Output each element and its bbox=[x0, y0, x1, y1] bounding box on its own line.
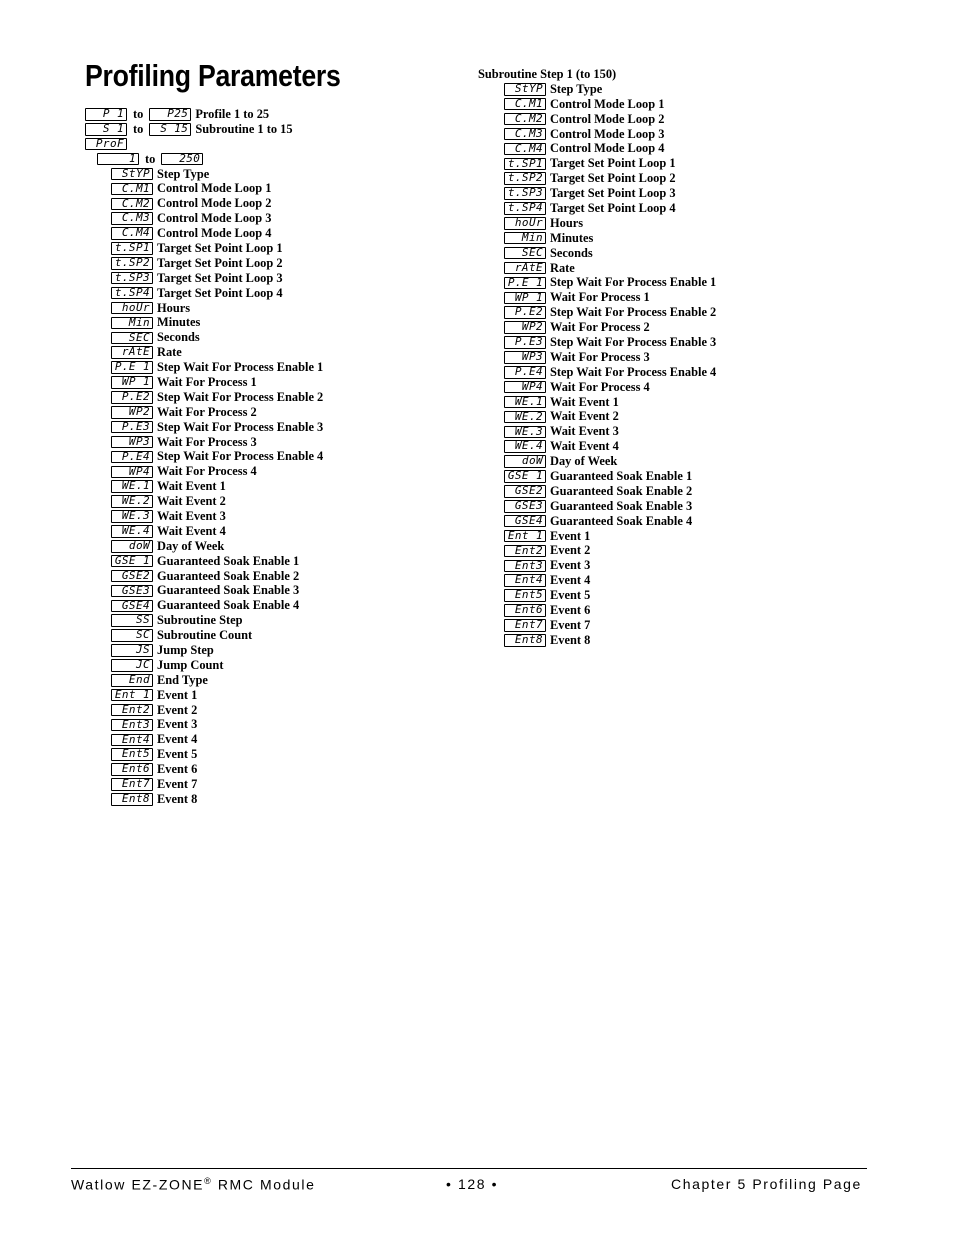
param-row bbox=[478, 82, 716, 97]
param-row bbox=[478, 127, 716, 142]
param-label: Wait For Process 4 bbox=[157, 464, 257, 479]
param-row bbox=[85, 301, 323, 316]
lcd-code: StYP bbox=[111, 168, 153, 181]
param-row bbox=[478, 141, 716, 156]
param-label: Guaranteed Soak Enable 4 bbox=[550, 513, 693, 528]
subroutine-range-row bbox=[85, 122, 323, 137]
param-label: Event 5 bbox=[157, 747, 198, 762]
lcd-code: hoUr bbox=[504, 217, 546, 230]
param-row bbox=[85, 449, 323, 464]
param-row bbox=[85, 703, 323, 718]
param-label: Wait Event 3 bbox=[550, 424, 619, 439]
lcd-code: t.SP3 bbox=[504, 187, 546, 200]
lcd-code: S 15 bbox=[149, 123, 191, 136]
subroutine-step-heading: Subroutine Step 1 (to 150) bbox=[478, 66, 617, 81]
lcd-code: WE.4 bbox=[111, 525, 153, 538]
lcd-code: C.M1 bbox=[504, 98, 546, 111]
param-label: Step Wait For Process Enable 4 bbox=[550, 364, 717, 379]
lcd-code: End bbox=[111, 674, 153, 687]
param-row bbox=[478, 261, 716, 276]
lcd-code: WE.3 bbox=[111, 510, 153, 523]
param-row bbox=[85, 464, 323, 479]
param-row bbox=[478, 97, 716, 112]
param-row bbox=[478, 231, 716, 246]
lcd-code: WP4 bbox=[111, 466, 153, 479]
param-row bbox=[478, 156, 716, 171]
lcd-code: WE.1 bbox=[111, 480, 153, 493]
param-label: Wait For Process 3 bbox=[157, 434, 257, 449]
param-label: Rate bbox=[157, 345, 182, 360]
param-label: Wait Event 1 bbox=[157, 479, 226, 494]
param-label: Wait For Process 2 bbox=[157, 404, 257, 419]
param-label: Event 7 bbox=[157, 777, 198, 792]
lcd-code: GSE4 bbox=[504, 515, 546, 528]
param-label: Step Wait For Process Enable 2 bbox=[550, 305, 717, 320]
param-row bbox=[478, 395, 716, 410]
param-label: Event 7 bbox=[550, 617, 591, 632]
param-row bbox=[85, 509, 323, 524]
param-row bbox=[478, 573, 716, 588]
footer-divider bbox=[71, 1168, 867, 1169]
param-label: Subroutine Step bbox=[157, 613, 243, 628]
lcd-code: 1 bbox=[97, 153, 139, 166]
lcd-code: t.SP2 bbox=[111, 257, 153, 270]
param-row bbox=[478, 469, 716, 484]
lcd-code: SC bbox=[111, 629, 153, 642]
lcd-code: P 1 bbox=[85, 108, 127, 121]
param-row bbox=[478, 365, 716, 380]
lcd-code: Ent2 bbox=[111, 704, 153, 717]
param-row bbox=[85, 777, 323, 792]
param-label: Control Mode Loop 4 bbox=[550, 141, 665, 156]
param-label: Step Type bbox=[550, 81, 603, 96]
param-row bbox=[85, 613, 323, 628]
param-label: Wait For Process 4 bbox=[550, 379, 650, 394]
param-label: Step Wait For Process Enable 3 bbox=[157, 419, 324, 434]
lcd-code: GSE3 bbox=[111, 585, 153, 598]
param-row bbox=[478, 380, 716, 395]
lcd-code: t.SP1 bbox=[111, 242, 153, 255]
param-label: Step Wait For Process Enable 3 bbox=[550, 334, 717, 349]
lcd-code: 250 bbox=[161, 153, 203, 166]
param-label: Wait For Process 3 bbox=[550, 349, 650, 364]
step-range-row bbox=[85, 152, 323, 167]
param-row bbox=[85, 718, 323, 733]
param-row bbox=[85, 167, 323, 182]
param-row bbox=[478, 335, 716, 350]
param-label: Hours bbox=[550, 215, 584, 230]
param-row bbox=[85, 196, 323, 211]
param-label: Minutes bbox=[550, 230, 594, 245]
param-row bbox=[85, 643, 323, 658]
footer-brand: Watlow EZ-ZONE bbox=[71, 1176, 205, 1193]
param-label: Guaranteed Soak Enable 1 bbox=[157, 553, 300, 568]
param-label: Step Wait For Process Enable 2 bbox=[157, 389, 324, 404]
left-parameter-column bbox=[85, 107, 323, 807]
lcd-code: GSE3 bbox=[504, 500, 546, 513]
lcd-code: GSE2 bbox=[504, 485, 546, 498]
param-label: Control Mode Loop 4 bbox=[157, 226, 272, 241]
param-label: Wait Event 4 bbox=[157, 523, 226, 538]
param-row bbox=[85, 628, 323, 643]
lcd-code: WE.4 bbox=[504, 440, 546, 453]
param-label: Wait Event 2 bbox=[157, 494, 226, 509]
lcd-code: P25 bbox=[149, 108, 191, 121]
param-label: Subroutine Count bbox=[157, 628, 253, 643]
param-label: End Type bbox=[157, 672, 208, 687]
param-row bbox=[85, 539, 323, 554]
lcd-code: Ent2 bbox=[504, 545, 546, 558]
lcd-code: Ent7 bbox=[504, 619, 546, 632]
param-row bbox=[478, 216, 716, 231]
param-label: Event 2 bbox=[550, 543, 591, 558]
param-label: Guaranteed Soak Enable 2 bbox=[550, 483, 693, 498]
param-label: Profile 1 to 25 bbox=[195, 106, 270, 121]
param-row bbox=[85, 256, 323, 271]
param-label: Wait For Process 2 bbox=[550, 320, 650, 335]
lcd-code: Ent 1 bbox=[111, 689, 153, 702]
lcd-code: C.M3 bbox=[111, 212, 153, 225]
param-row bbox=[85, 420, 323, 435]
param-row bbox=[478, 588, 716, 603]
param-label: Target Set Point Loop 1 bbox=[550, 156, 676, 171]
param-row bbox=[478, 305, 716, 320]
param-row bbox=[85, 315, 323, 330]
lcd-code: C.M4 bbox=[504, 143, 546, 156]
lcd-code: GSE2 bbox=[111, 570, 153, 583]
lcd-code: JS bbox=[111, 644, 153, 657]
lcd-code: WP3 bbox=[504, 351, 546, 364]
param-row bbox=[85, 524, 323, 539]
param-row bbox=[478, 424, 716, 439]
param-row bbox=[478, 558, 716, 573]
param-label: Event 3 bbox=[550, 558, 591, 573]
lcd-code: C.M2 bbox=[504, 113, 546, 126]
footer-product bbox=[71, 1176, 316, 1193]
param-row bbox=[478, 171, 716, 186]
lcd-code: rAtE bbox=[111, 346, 153, 359]
lcd-code: P.E 1 bbox=[111, 361, 153, 374]
to-word: to bbox=[145, 151, 156, 166]
param-row bbox=[478, 186, 716, 201]
param-row bbox=[478, 603, 716, 618]
param-label: Seconds bbox=[157, 330, 200, 345]
lcd-code: hoUr bbox=[111, 302, 153, 315]
lcd-code: SEC bbox=[504, 247, 546, 260]
lcd-code: Min bbox=[111, 317, 153, 330]
param-row bbox=[85, 241, 323, 256]
lcd-code: P.E 1 bbox=[504, 277, 546, 290]
param-label: Step Wait For Process Enable 1 bbox=[550, 275, 717, 290]
param-row bbox=[85, 375, 323, 390]
to-word: to bbox=[133, 121, 144, 136]
param-row bbox=[85, 658, 323, 673]
param-row bbox=[85, 747, 323, 762]
param-row bbox=[85, 226, 323, 241]
param-row bbox=[85, 390, 323, 405]
param-row bbox=[478, 633, 716, 648]
lcd-code: P.E2 bbox=[111, 391, 153, 404]
param-label: Wait Event 3 bbox=[157, 509, 226, 523]
param-label: Seconds bbox=[550, 245, 593, 260]
param-row bbox=[478, 201, 716, 216]
lcd-code: C.M4 bbox=[111, 227, 153, 240]
param-label: Event 6 bbox=[157, 762, 198, 777]
param-row bbox=[478, 290, 716, 305]
param-row bbox=[85, 688, 323, 703]
param-label: Event 1 bbox=[550, 528, 591, 543]
param-row bbox=[478, 529, 716, 544]
param-row bbox=[478, 409, 716, 424]
lcd-code: SS bbox=[111, 614, 153, 627]
lcd-code: doW bbox=[111, 540, 153, 553]
param-label: Wait Event 4 bbox=[550, 439, 619, 454]
lcd-code: Ent3 bbox=[111, 719, 153, 732]
param-row bbox=[85, 211, 323, 226]
param-label: Target Set Point Loop 3 bbox=[157, 270, 283, 285]
param-label: Event 4 bbox=[157, 732, 198, 747]
param-label: Target Set Point Loop 2 bbox=[550, 171, 676, 186]
param-row bbox=[85, 435, 323, 450]
param-label: Jump Step bbox=[157, 643, 214, 658]
param-row bbox=[478, 484, 716, 499]
param-row bbox=[478, 350, 716, 365]
param-row bbox=[85, 792, 323, 807]
lcd-code: JC bbox=[111, 659, 153, 672]
lcd-code: WP2 bbox=[111, 406, 153, 419]
page-title: Profiling Parameters bbox=[85, 58, 341, 93]
lcd-code: WP2 bbox=[504, 321, 546, 334]
param-label: Wait Event 1 bbox=[550, 394, 619, 409]
param-row bbox=[478, 499, 716, 514]
param-row bbox=[478, 514, 716, 529]
param-row bbox=[85, 494, 323, 509]
prof-row bbox=[85, 137, 323, 152]
lcd-code: StYP bbox=[504, 83, 546, 96]
param-row bbox=[478, 275, 716, 290]
lcd-code: ProF bbox=[85, 138, 127, 151]
param-label: Event 4 bbox=[550, 573, 591, 588]
param-label: Event 6 bbox=[550, 603, 591, 618]
to-word: to bbox=[133, 106, 144, 121]
param-row bbox=[85, 360, 323, 375]
param-label: Event 3 bbox=[157, 717, 198, 732]
param-label: Target Set Point Loop 1 bbox=[157, 240, 283, 255]
param-row bbox=[478, 544, 716, 559]
param-label: Wait For Process 1 bbox=[550, 290, 650, 305]
param-label: Minutes bbox=[157, 315, 201, 330]
param-row bbox=[85, 405, 323, 420]
footer-module: RMC Module bbox=[212, 1176, 316, 1193]
param-row bbox=[85, 345, 323, 360]
lcd-code: rAtE bbox=[504, 262, 546, 275]
param-label: Hours bbox=[157, 300, 191, 315]
lcd-code: SEC bbox=[111, 332, 153, 345]
lcd-code: P.E4 bbox=[504, 366, 546, 379]
lcd-code: WP 1 bbox=[111, 376, 153, 389]
lcd-code: P.E2 bbox=[504, 306, 546, 319]
param-label: Control Mode Loop 1 bbox=[550, 96, 665, 111]
footer-chapter: Chapter 5 Profiling Page bbox=[671, 1176, 862, 1192]
param-label: Guaranteed Soak Enable 3 bbox=[157, 583, 300, 598]
lcd-code: t.SP3 bbox=[111, 272, 153, 285]
lcd-code: WE.2 bbox=[504, 411, 546, 424]
param-label: Control Mode Loop 3 bbox=[157, 211, 272, 226]
param-label: Day of Week bbox=[550, 454, 618, 469]
param-row bbox=[85, 181, 323, 196]
lcd-code: C.M2 bbox=[111, 198, 153, 211]
param-label: Step Wait For Process Enable 1 bbox=[157, 360, 324, 375]
param-row bbox=[85, 330, 323, 345]
param-label: Day of Week bbox=[157, 538, 225, 553]
lcd-code: GSE 1 bbox=[504, 470, 546, 483]
param-label: Control Mode Loop 2 bbox=[550, 111, 665, 126]
param-label: Wait For Process 1 bbox=[157, 374, 257, 389]
param-row bbox=[85, 762, 323, 777]
lcd-code: Ent 1 bbox=[504, 530, 546, 543]
lcd-code: WE.1 bbox=[504, 396, 546, 409]
param-label: Event 1 bbox=[157, 687, 198, 702]
profile-range-row bbox=[85, 107, 323, 122]
lcd-code: WP 1 bbox=[504, 292, 546, 305]
lcd-code: GSE4 bbox=[111, 600, 153, 613]
lcd-code: C.M3 bbox=[504, 128, 546, 141]
lcd-code: P.E3 bbox=[111, 421, 153, 434]
param-label: Guaranteed Soak Enable 4 bbox=[157, 598, 300, 613]
param-label: Event 2 bbox=[157, 702, 198, 717]
lcd-code: Ent3 bbox=[504, 560, 546, 573]
left-param-list bbox=[85, 167, 323, 807]
lcd-code: Min bbox=[504, 232, 546, 245]
param-label: Rate bbox=[550, 260, 575, 275]
lcd-code: S 1 bbox=[85, 123, 127, 136]
param-label: Control Mode Loop 3 bbox=[550, 126, 665, 141]
param-label: Target Set Point Loop 4 bbox=[550, 200, 676, 215]
param-row bbox=[478, 246, 716, 261]
param-row bbox=[85, 271, 323, 286]
param-row bbox=[85, 732, 323, 747]
param-label: Subroutine 1 to 15 bbox=[195, 121, 293, 136]
lcd-code: WE.2 bbox=[111, 495, 153, 508]
param-label: Event 5 bbox=[550, 588, 591, 603]
lcd-code: Ent4 bbox=[111, 734, 153, 747]
param-row bbox=[478, 454, 716, 469]
lcd-code: Ent5 bbox=[504, 589, 546, 602]
lcd-code: t.SP4 bbox=[504, 202, 546, 215]
param-row bbox=[85, 584, 323, 599]
param-label: Guaranteed Soak Enable 2 bbox=[157, 568, 300, 583]
lcd-code: Ent6 bbox=[111, 763, 153, 776]
param-row bbox=[478, 320, 716, 335]
param-row bbox=[85, 554, 323, 569]
lcd-code: t.SP1 bbox=[504, 158, 546, 171]
param-label: Step Type bbox=[157, 166, 210, 181]
registered-mark: ® bbox=[204, 1176, 213, 1186]
right-parameter-column bbox=[478, 67, 716, 648]
lcd-code: t.SP2 bbox=[504, 172, 546, 185]
param-row bbox=[478, 439, 716, 454]
lcd-code: doW bbox=[504, 455, 546, 468]
lcd-code: WP3 bbox=[111, 436, 153, 449]
param-label: Target Set Point Loop 4 bbox=[157, 285, 283, 300]
lcd-code: Ent8 bbox=[504, 634, 546, 647]
param-label: Wait Event 2 bbox=[550, 409, 619, 424]
lcd-code: GSE 1 bbox=[111, 555, 153, 568]
lcd-code: Ent6 bbox=[504, 604, 546, 617]
lcd-code: Ent7 bbox=[111, 778, 153, 791]
lcd-code: P.E4 bbox=[111, 451, 153, 464]
param-label: Target Set Point Loop 2 bbox=[157, 255, 283, 270]
lcd-code: Ent8 bbox=[111, 793, 153, 806]
lcd-code: WE.3 bbox=[504, 426, 546, 439]
param-row bbox=[478, 618, 716, 633]
lcd-code: C.M1 bbox=[111, 183, 153, 196]
param-label: Event 8 bbox=[550, 632, 591, 647]
param-row bbox=[85, 569, 323, 584]
param-label: Event 8 bbox=[157, 791, 198, 806]
param-row bbox=[85, 673, 323, 688]
param-label: Step Wait For Process Enable 4 bbox=[157, 449, 324, 464]
lcd-code: Ent4 bbox=[504, 574, 546, 587]
param-label: Jump Count bbox=[157, 657, 224, 672]
param-label: Guaranteed Soak Enable 3 bbox=[550, 498, 693, 513]
lcd-code: P.E3 bbox=[504, 336, 546, 349]
param-row bbox=[85, 598, 323, 613]
lcd-code: WP4 bbox=[504, 381, 546, 394]
param-row bbox=[85, 479, 323, 494]
page-number: • 128 • bbox=[446, 1176, 499, 1192]
param-label: Guaranteed Soak Enable 1 bbox=[550, 469, 693, 483]
lcd-code: t.SP4 bbox=[111, 287, 153, 300]
param-row bbox=[478, 112, 716, 127]
param-label: Target Set Point Loop 3 bbox=[550, 186, 676, 201]
param-row bbox=[85, 286, 323, 301]
lcd-code: Ent5 bbox=[111, 748, 153, 761]
param-label: Control Mode Loop 1 bbox=[157, 181, 272, 196]
param-label: Control Mode Loop 2 bbox=[157, 196, 272, 211]
right-param-list bbox=[478, 82, 716, 648]
